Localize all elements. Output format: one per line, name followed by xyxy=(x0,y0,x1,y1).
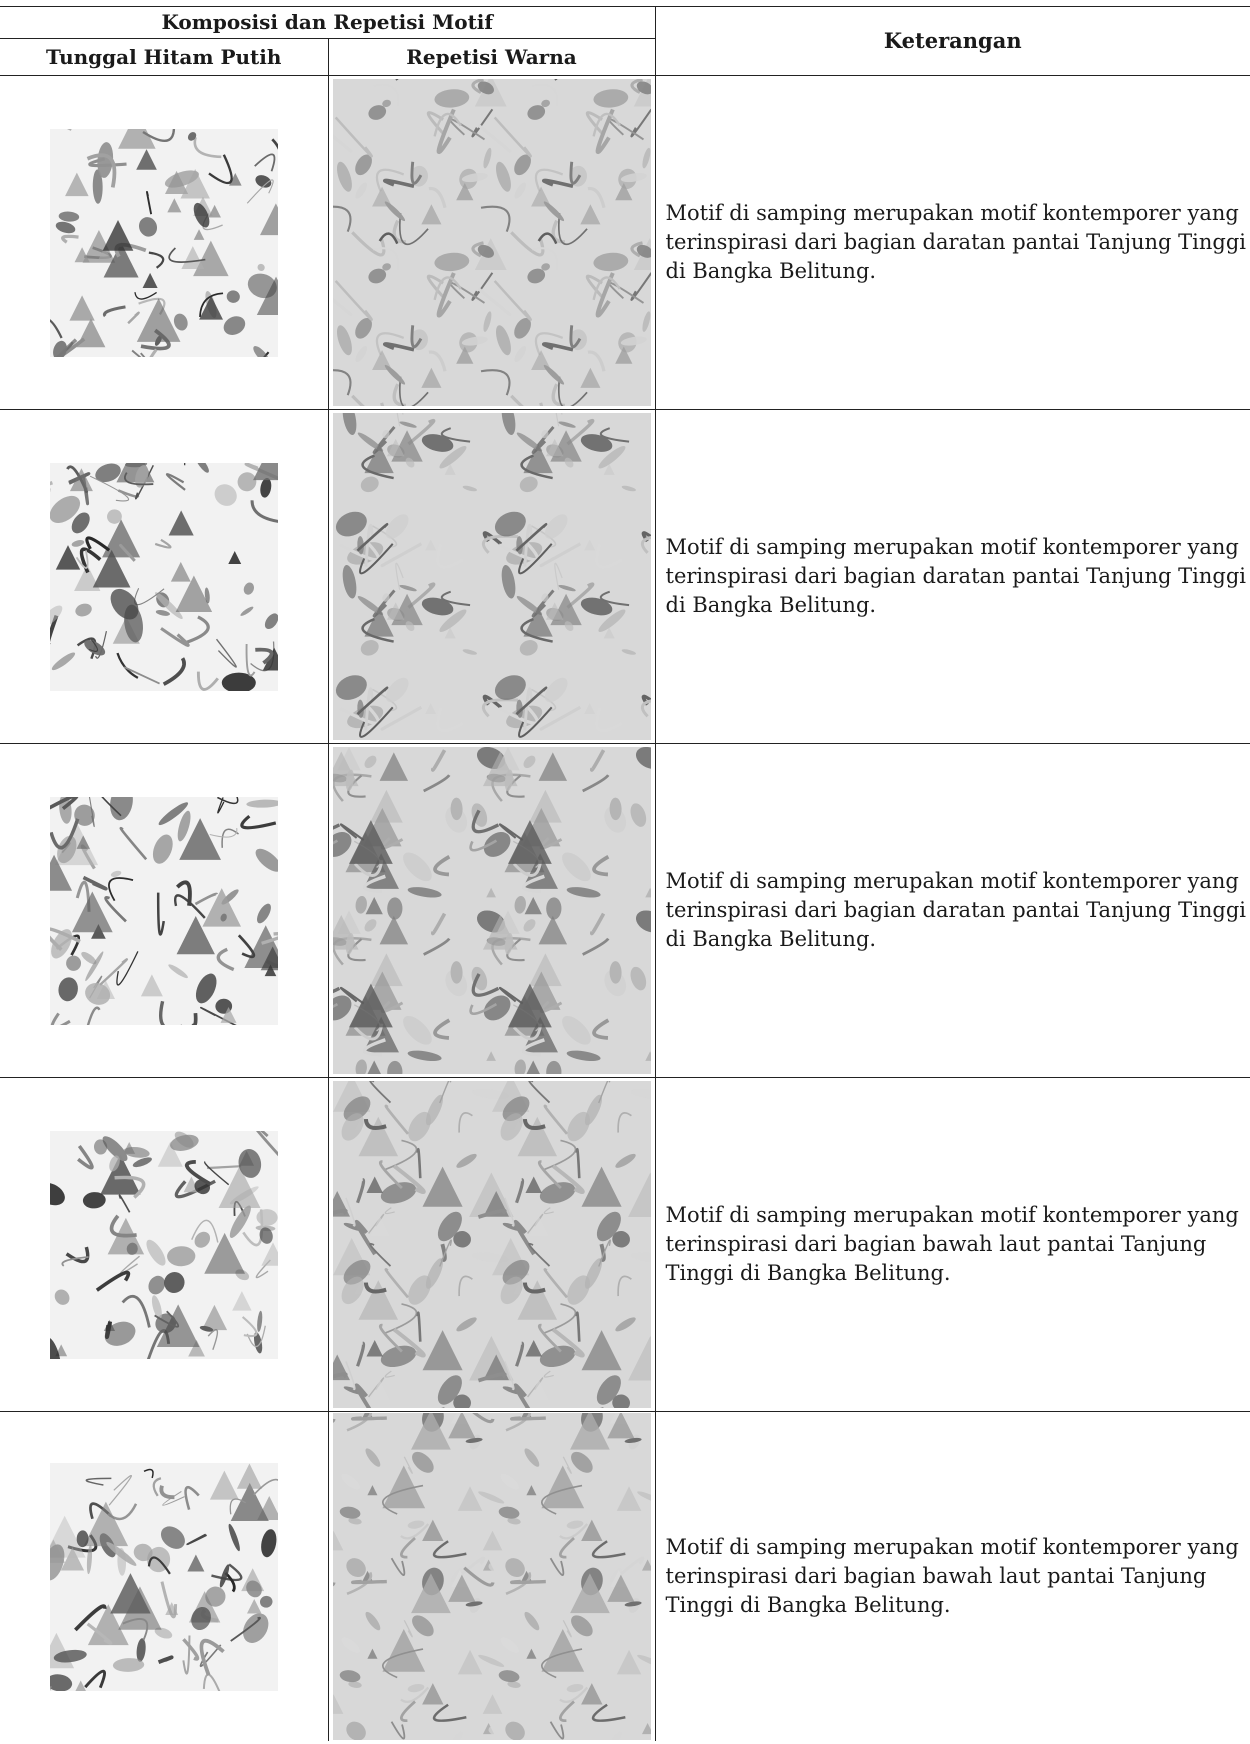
header-group: Komposisi dan Repetisi Motif xyxy=(0,6,655,39)
motif-bw-image xyxy=(50,129,278,357)
motif-color-image xyxy=(333,747,651,1074)
table-row xyxy=(0,1078,1250,1412)
motif-color-image xyxy=(333,1081,651,1408)
table-row xyxy=(0,410,1250,744)
motif-color-image xyxy=(333,1413,651,1740)
row-description: Motif di samping merupakan motif kontemporer yang terinspirasi dari bagian bawah laut pantai Tanjung Tinggi di Bangka Belitung. xyxy=(656,1533,1250,1620)
header-keterangan: Keterangan xyxy=(655,6,1250,76)
row-description: Motif di samping merupakan motif kontemporer yang terinspirasi dari bagian bawah laut pantai Tanjung Tinggi di Bangka Belitung. xyxy=(656,1201,1250,1288)
table-row xyxy=(0,1412,1250,1742)
motif-bw-image xyxy=(50,797,278,1025)
table-row xyxy=(0,76,1250,410)
header-repetisi: Repetisi Warna xyxy=(328,39,655,76)
row-description: Motif di samping merupakan motif kontemporer yang terinspirasi dari bagian daratan pantai Tanjung Tinggi di Bangka Belitung. xyxy=(656,867,1250,954)
motif-bw-image xyxy=(50,1463,278,1691)
header-tunggal: Tunggal Hitam Putih xyxy=(0,39,328,76)
motif-bw-image xyxy=(50,1131,278,1359)
motif-color-image xyxy=(333,79,651,406)
motif-bw-image xyxy=(50,463,278,691)
table-row xyxy=(0,744,1250,1078)
row-description: Motif di samping merupakan motif kontemporer yang terinspirasi dari bagian daratan pantai Tanjung Tinggi di Bangka Belitung. xyxy=(656,199,1250,286)
row-description: Motif di samping merupakan motif kontemporer yang terinspirasi dari bagian daratan pantai Tanjung Tinggi di Bangka Belitung. xyxy=(656,533,1250,620)
motif-color-image xyxy=(333,413,651,740)
motif-table xyxy=(0,6,1250,1741)
